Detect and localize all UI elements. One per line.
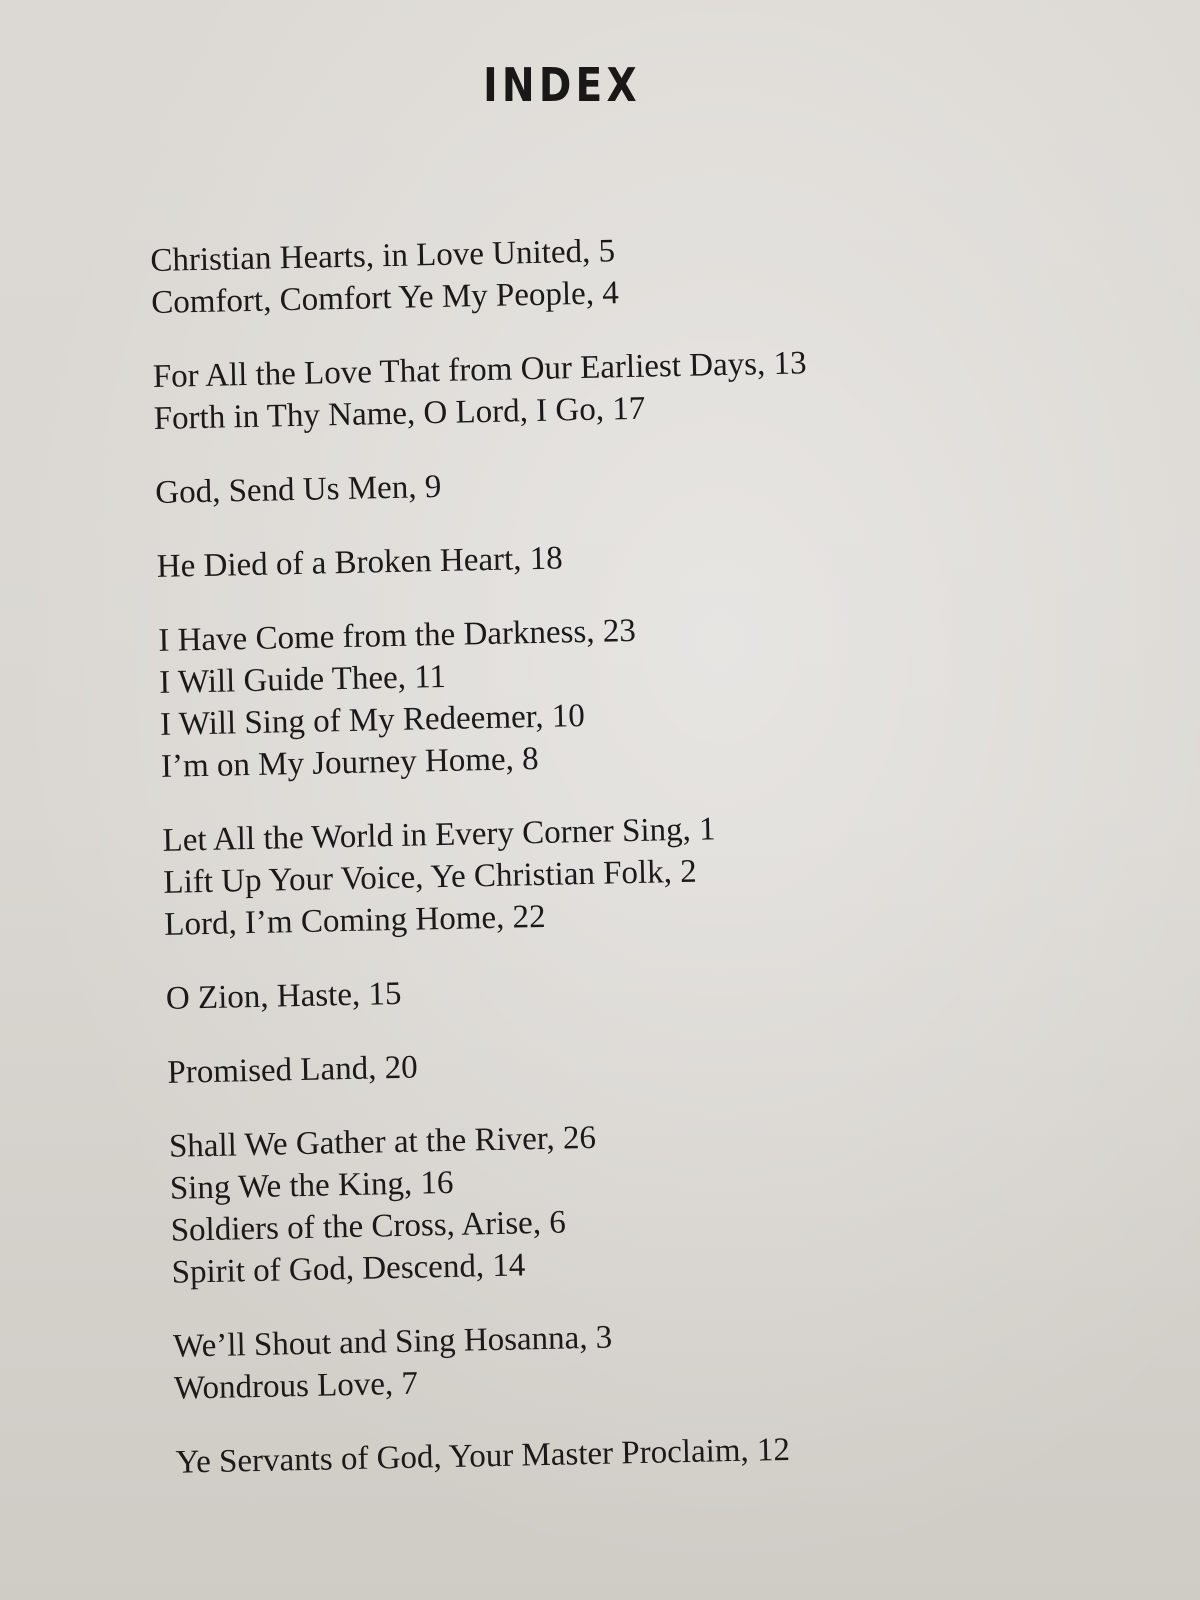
- index-group: [162, 799, 1164, 946]
- index-entry: Sing We the King, 16: [169, 1164, 454, 1207]
- index-entry: Let All the World in Every Corner Sing, 1: [162, 811, 716, 859]
- index-group: [155, 451, 1156, 514]
- index-list: [150, 219, 1177, 1516]
- index-group: [165, 957, 1166, 1020]
- index-group: [158, 599, 1161, 788]
- index-entry: Lift Up Your Voice, Ye Christian Folk, 2: [163, 853, 698, 901]
- index-entry: I Have Come from the Darkness, 23: [158, 612, 637, 659]
- index-group: [173, 1305, 1175, 1410]
- index-entry: Spirit of God, Descend, 14: [171, 1247, 526, 1291]
- index-entry: Forth in Thy Name, O Lord, I Go, 17: [153, 390, 646, 437]
- index-entry: Soldiers of the Cross, Arise, 6: [170, 1204, 567, 1249]
- index-entry: Shall We Gather at the River, 26: [168, 1119, 597, 1165]
- index-entry: Comfort, Comfort Ye My People, 4: [150, 275, 620, 321]
- index-entry: Wondrous Love, 7: [173, 1365, 419, 1407]
- index-entry: For All the Love That from Our Earliest Days, 13: [152, 345, 807, 395]
- index-entry: Christian Hearts, in Love United, 5: [150, 233, 616, 279]
- index-group: [150, 219, 1152, 324]
- index-group: [156, 525, 1157, 588]
- page-title: INDEX: [483, 58, 641, 112]
- index-entry: He Died of a Broken Heart, 18: [156, 540, 564, 585]
- index-group: [167, 1031, 1168, 1094]
- index-entry: I Will Guide Thee, 11: [158, 658, 447, 701]
- index-entry: We’ll Shout and Sing Hosanna, 3: [172, 1319, 613, 1365]
- index-group: [175, 1421, 1176, 1484]
- index-entry: O Zion, Haste, 15: [165, 975, 402, 1017]
- index-entry: God, Send Us Men, 9: [154, 468, 442, 511]
- index-entry: I Will Sing of My Redeemer, 10: [159, 698, 586, 743]
- index-entry: Promised Land, 20: [167, 1049, 419, 1091]
- index-group: [169, 1105, 1172, 1294]
- index-entry: I’m on My Journey Home, 8: [160, 740, 539, 785]
- index-entry: Ye Servants of God, Your Master Proclaim, 12: [175, 1431, 791, 1481]
- index-entry: Lord, I’m Coming Home, 22: [163, 898, 546, 943]
- index-group: [152, 335, 1154, 440]
